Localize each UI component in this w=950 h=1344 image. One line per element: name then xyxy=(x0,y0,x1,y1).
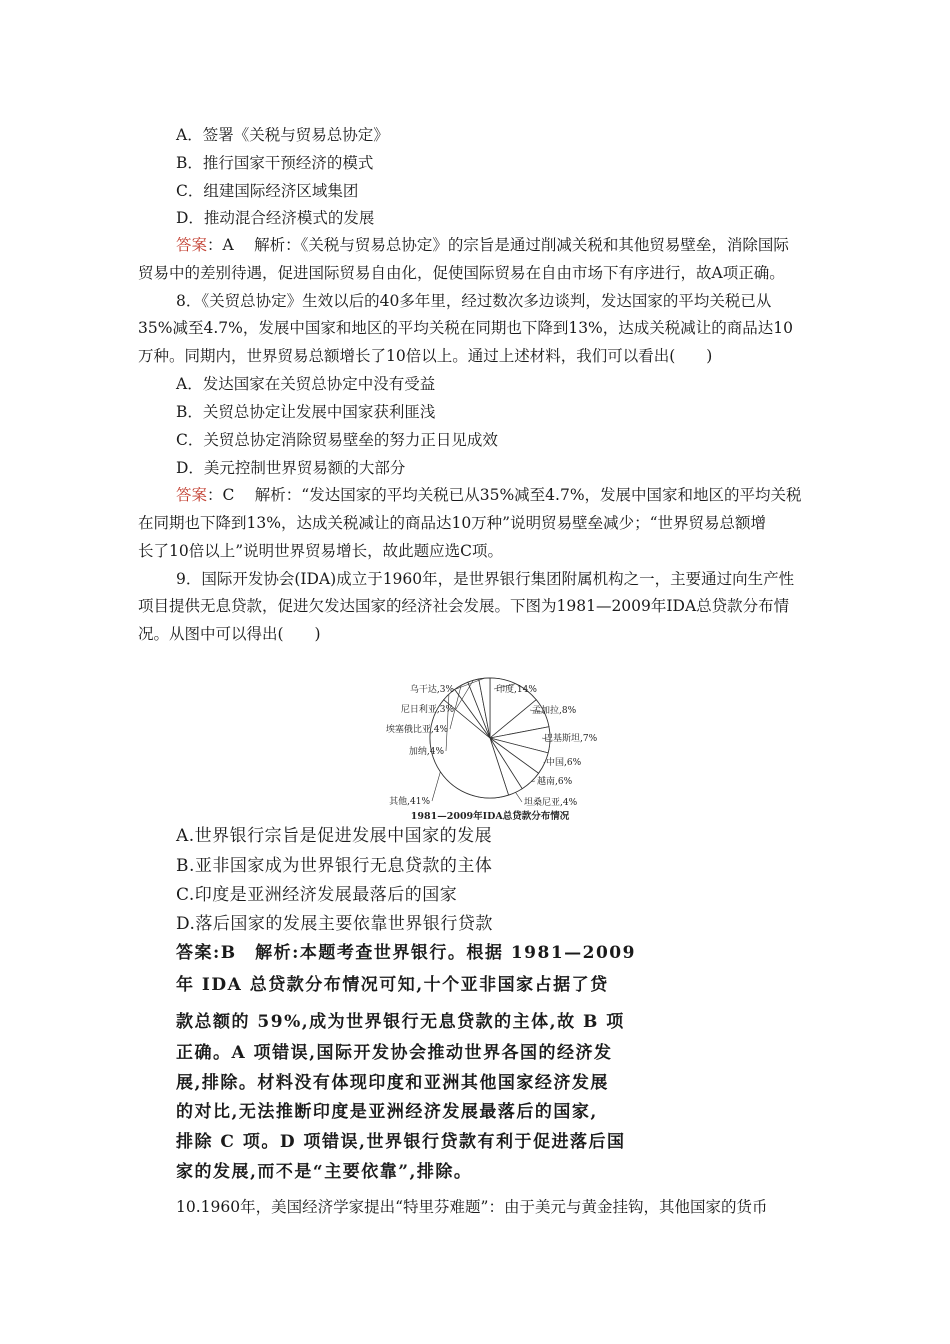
q7-option-b: B．推行国家干预经济的模式 xyxy=(176,154,374,172)
q7-answer-line-1 xyxy=(176,235,856,255)
q9-answer-line-5: 展,排除。材料没有体现印度和亚洲其他国家经济发展 xyxy=(176,1073,609,1093)
pie-slice-label: 坦桑尼亚,4% xyxy=(524,798,578,808)
pie-slice-label: 中国,6% xyxy=(546,758,582,768)
pie-slice-label: 乌干达,3% xyxy=(409,685,454,695)
q8-option-b: B．关贸总协定让发展中国家获利匪浅 xyxy=(176,403,436,421)
q9-option-d: D.落后国家的发展主要依靠世界银行贷款 xyxy=(176,914,493,934)
pie-slice-label: 其他,41% xyxy=(389,797,430,807)
pie-slice-label: 埃塞俄比亚,4% xyxy=(385,725,448,735)
pie-leader-line xyxy=(432,772,440,801)
q9-stem-line-1: 9．国际开发协会(IDA)成立于1960年，是世界银行集团附属机构之一，主要通过向生产性 xyxy=(176,570,795,588)
q9-answer-line-4: 正确。A 项错误,国际开发协会推动世界各国的经济发 xyxy=(176,1043,613,1063)
q8-option-a: A．发达国家在关贸总协定中没有受益 xyxy=(176,375,436,393)
q9-stem-line-2: 项目提供无息贷款，促进欠发达国家的经济社会发展。下图为1981—2009年IDA总贷款分布情 xyxy=(138,597,790,615)
q8-stem-line-2: 35%减至4.7%，发展中国家和地区的平均关税在同期也下降到13%，达成关税减让的商品达10 xyxy=(138,319,794,337)
answer-text: ：C 解析：“发达国家的平均关税已从35%减至4.7%，发展中国家和地区的平均关税 xyxy=(207,486,802,504)
q9-answer-line-3: 款总额的 59%,成为世界银行无息贷款的主体,故 B 项 xyxy=(176,1012,625,1032)
q7-option-d: D．推动混合经济模式的发展 xyxy=(176,209,375,227)
q9-option-c: C.印度是亚洲经济发展最落后的国家 xyxy=(176,885,458,905)
q8-option-c: C．关贸总协定消除贸易壁垒的努力正日见成效 xyxy=(176,431,498,449)
q9-answer-line-6: 的对比,无法推断印度是亚洲经济发展最落后的国家, xyxy=(176,1102,598,1122)
answer-text: ：A 解析：《关税与贸易总协定》的宗旨是通过削减关税和其他贸易壁垒，消除国际 xyxy=(207,236,789,254)
q9-option-a: A.世界银行宗旨是促进发展中国家的发展 xyxy=(176,826,493,846)
q8-answer-line-1 xyxy=(176,485,856,505)
pie-slice-label: 印度,14% xyxy=(496,685,537,695)
pie-slice-label: 巴基斯坦,7% xyxy=(544,734,598,744)
pie-slice-label: 加纳,4% xyxy=(408,747,444,757)
q9-answer-line-7: 排除 C 项。D 项错误,世界银行贷款有利于促进落后国 xyxy=(176,1132,626,1152)
pie-slice-label: 尼日利亚,3% xyxy=(400,705,454,715)
q8-stem-line-1: 8．《关贸总协定》生效以后的40多年里，经过数次多边谈判，发达国家的平均关税已从 xyxy=(176,292,772,310)
q9-stem-line-3: 况。从图中可以得出( ) xyxy=(138,625,321,643)
q9-answer-line-8: 家的发展,而不是“主要依靠”,排除。 xyxy=(176,1162,473,1182)
q7-answer-line-2: 贸易中的差别待遇，促进国际贸易自由化，促使国际贸易在自由市场下有序进行，故A项正确。 xyxy=(138,264,785,282)
q9-option-b: B.亚非国家成为世界银行无息贷款的主体 xyxy=(176,856,493,876)
q9-answer-line-2: 年 IDA 总贷款分布情况可知,十个亚非国家占据了贷 xyxy=(176,975,609,995)
answer-label: 答案 xyxy=(176,486,208,504)
ida-loan-pie-chart xyxy=(370,652,620,824)
q9-answer-line-1: 答案:B 解析:本题考查世界银行。根据 1981—2009 xyxy=(176,943,636,963)
q8-answer-line-2: 在同期也下降到13%，达成关税减让的商品达10万种”说明贸易壁垒减少；“世界贸易总额增 xyxy=(138,514,767,532)
q8-answer-line-3: 长了10倍以上”说明世界贸易增长，故此题应选C项。 xyxy=(138,542,504,560)
q7-option-c: C．组建国际经济区域集团 xyxy=(176,182,359,200)
answer-label: 答案 xyxy=(176,236,208,254)
pie-leader-line xyxy=(516,792,522,802)
q7-option-a: A．签署《关税与贸易总协定》 xyxy=(176,126,389,144)
q10-stem-line-1: 10.1960年，美国经济学家提出“特里芬难题”：由于美元与黄金挂钩，其他国家的货币 xyxy=(176,1198,768,1216)
pie-chart-svg xyxy=(370,652,620,824)
pie-chart-title: 1981—2009年IDA总贷款分布情况 xyxy=(410,811,570,822)
q8-option-d: D．美元控制世界贸易额的大部分 xyxy=(176,459,406,477)
q8-stem-line-3: 万种。同期内，世界贸易总额增长了10倍以上。通过上述材料，我们可以看出( ) xyxy=(138,347,713,365)
pie-slice-label: 孟加拉,8% xyxy=(532,706,577,716)
pie-slice-label: 越南,6% xyxy=(537,777,573,787)
